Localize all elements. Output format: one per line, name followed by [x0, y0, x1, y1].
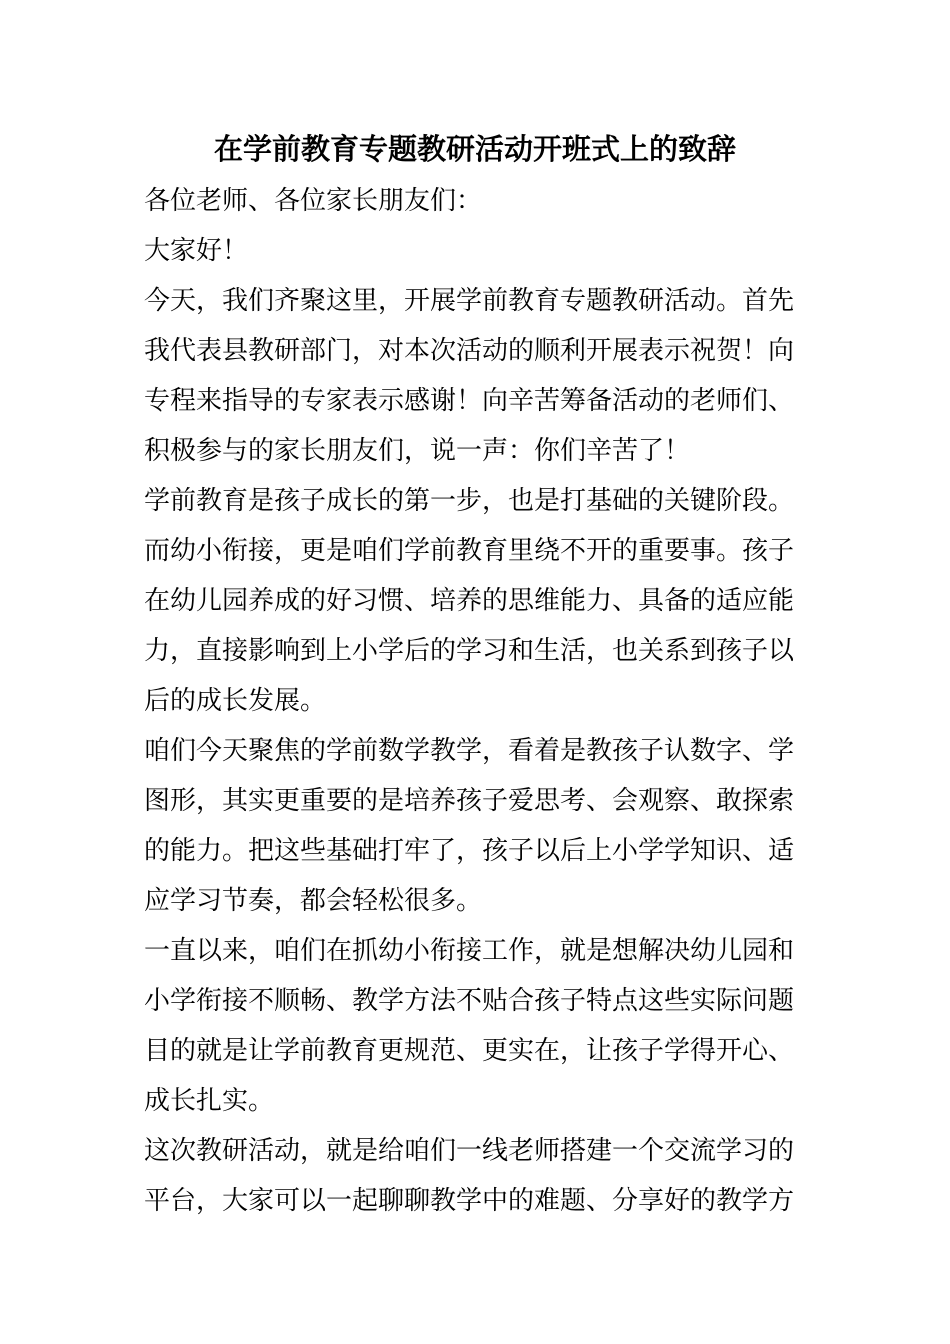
- text-line: 图形，其实更重要的是培养孩子爱思考、会观察、敢探索: [144, 786, 795, 816]
- text-line: 在幼儿园养成的好习惯、培养的思维能力、具备的适应能: [144, 586, 795, 616]
- text-line: 应学习节奏，都会轻松很多。: [144, 886, 483, 916]
- text-line: 后的成长发展。: [144, 686, 327, 716]
- text-line: 平台，大家可以一起聊聊教学中的难题、分享好的教学方: [144, 1186, 795, 1216]
- text-line: 的能力。把这些基础打牢了，孩子以后上小学学知识、适: [144, 836, 795, 866]
- text-line: 今天，我们齐聚这里，开展学前教育专题教研活动。首先: [144, 286, 795, 316]
- text-line: 我代表县教研部门，对本次活动的顺利开展表示祝贺！向: [144, 336, 795, 366]
- text-line: 积极参与的家长朋友们，说一声：你们辛苦了！: [144, 436, 691, 466]
- document-title: 在学前教育专题教研活动开班式上的致辞: [213, 132, 736, 166]
- text-line: 一直以来，咱们在抓幼小衔接工作，就是想解决幼儿园和: [144, 936, 795, 966]
- text-line: 大家好！: [144, 236, 249, 266]
- text-line: 各位老师、各位家长朋友们：: [144, 186, 483, 216]
- document-body: [144, 176, 808, 1226]
- text-line: 目的就是让学前教育更规范、更实在，让孩子学得开心、: [144, 1036, 795, 1066]
- text-line: 而幼小衔接，更是咱们学前教育里绕不开的重要事。孩子: [144, 536, 795, 566]
- text-line: 力，直接影响到上小学后的学习和生活，也关系到孩子以: [144, 636, 795, 666]
- text-line: 这次教研活动，就是给咱们一线老师搭建一个交流学习的: [144, 1136, 795, 1166]
- text-line: 小学衔接不顺畅、教学方法不贴合孩子特点这些实际问题: [144, 986, 795, 1016]
- text-line: 成长扎实。: [144, 1086, 275, 1116]
- text-line: 咱们今天聚焦的学前数学教学，看着是教孩子认数字、学: [144, 736, 795, 766]
- text-line: 学前教育是孩子成长的第一步，也是打基础的关键阶段。: [144, 486, 795, 516]
- text-line: 专程来指导的专家表示感谢！向辛苦筹备活动的老师们、: [144, 386, 795, 416]
